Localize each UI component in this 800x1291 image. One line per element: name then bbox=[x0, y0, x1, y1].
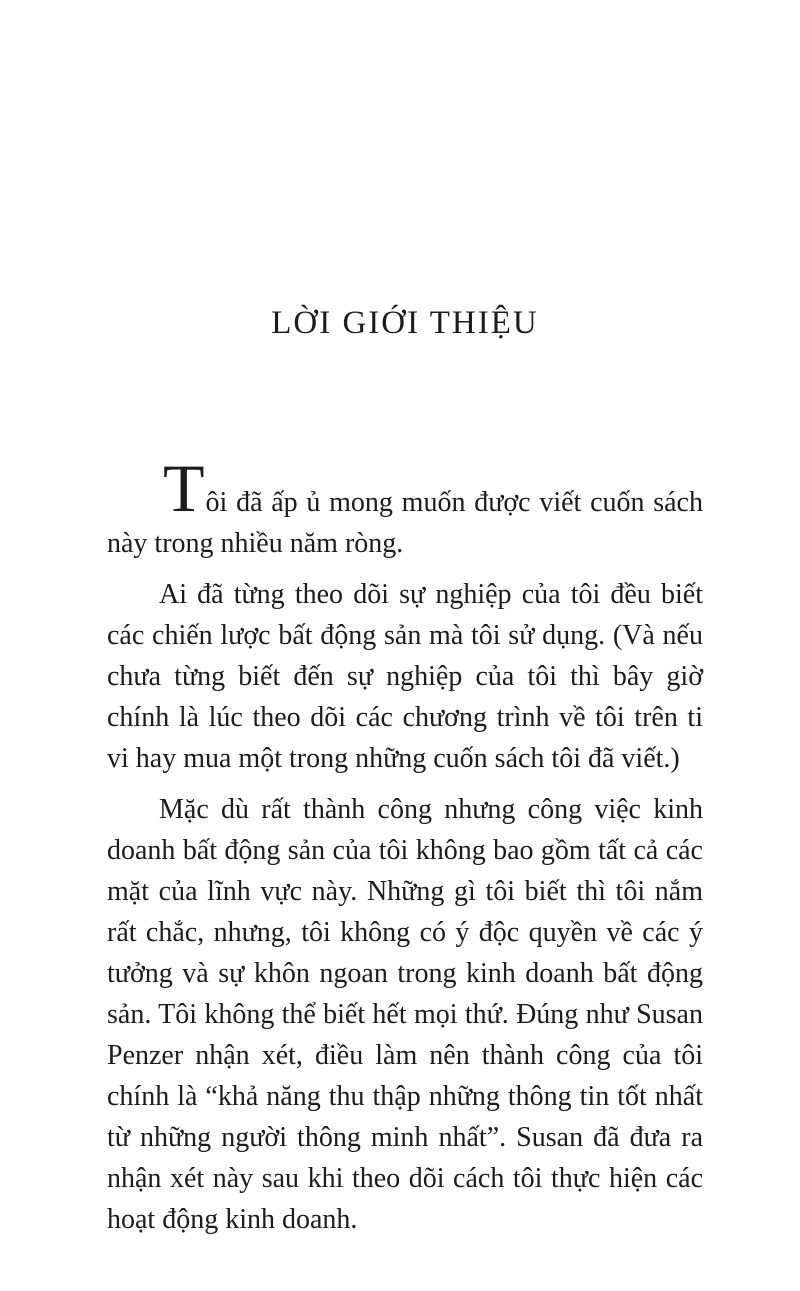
paragraph-2: Ai đã từng theo dõi sự nghiệp của tôi đều biết các chiến lược bất động sản mà tôi sử dụng. (Và nếu chưa từng biết đến sự nghiệp của tôi thì bây giờ chính là lúc theo dõi các chương trình về tôi trên ti vi hay mua một trong những cuốn sách tôi đã viết.) bbox=[107, 579, 703, 774]
chapter-title: LỜI GIỚI THIỆU bbox=[271, 305, 539, 341]
paragraph-3: Mặc dù rất thành công nhưng công việc kinh doanh bất động sản của tôi không bao gồm tất cả các mặt của lĩnh vực này. Những gì tôi biết thì tôi nắm rất chắc, nhưng, tôi không có ý độc quyền về các ý tưởng và sự khôn ngoan trong kinh doanh bất động sản. Tôi không thể biết hết mọi thứ. Đúng như Susan Penzer nhận xét, điều làm nên thành công của tôi chính là “khả năng thu thập những thông tin tốt nhất từ những người thông minh nhất”. Susan đã đưa ra nhận xét này sau khi theo dõi cách tôi thực hiện các hoạt động kinh doanh. bbox=[107, 794, 703, 1235]
drop-cap-initial: T bbox=[163, 450, 206, 526]
paragraph-1-text: ôi đã ấp ủ mong muốn được viết cuốn sách này trong nhiều năm ròng. bbox=[107, 487, 703, 559]
body-text bbox=[107, 450, 703, 1240]
paragraph-1 bbox=[107, 450, 703, 564]
